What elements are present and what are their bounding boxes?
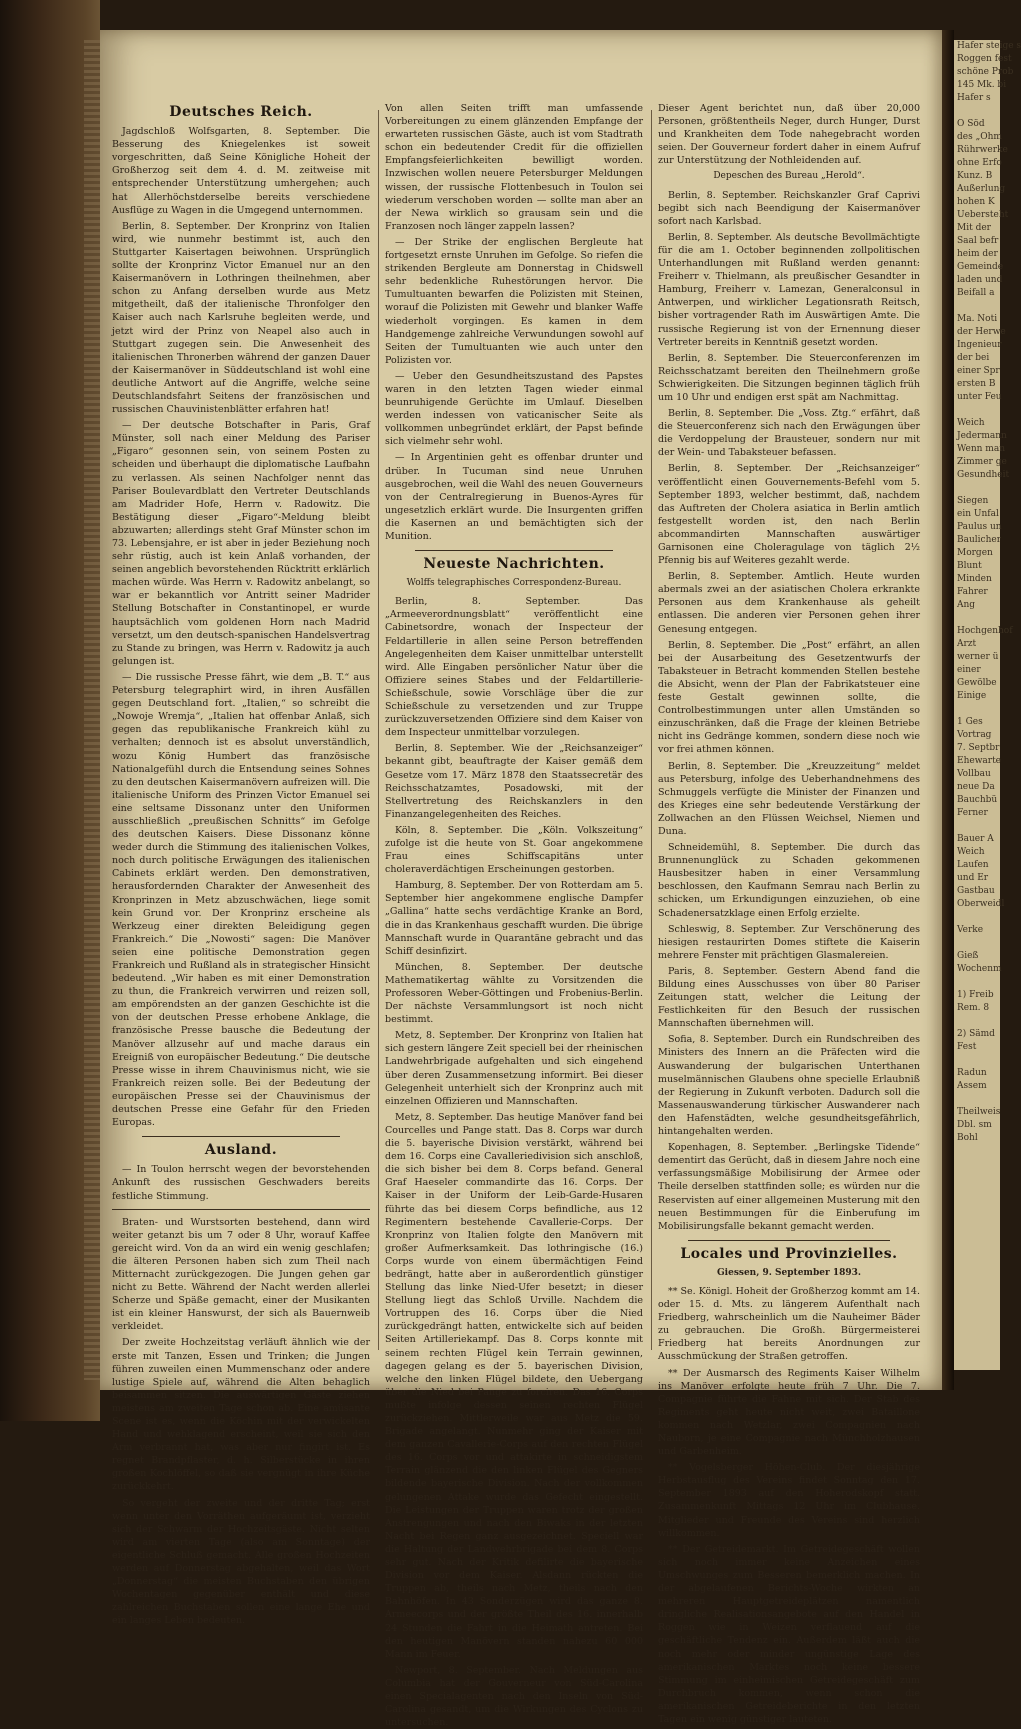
news-item: Berlin, 8. September. Amtlich. Heute wurden abermals zwei an der asiatischen Cholera erkrankte Personen aus dem Krankenhause als geheilt entlassen. Die anderen vier Personen gehen ihrer Genesung entgegen. bbox=[658, 571, 920, 635]
adjacent-page-line: Zimmer ge bbox=[957, 457, 1007, 467]
adjacent-page-line: Rem. 8 bbox=[957, 1003, 990, 1013]
section-title-locales: Locales und Provinzielles. bbox=[680, 1245, 898, 1262]
news-item: Newport, 8. September. Nach Meldungen aus Columbia hat der Gouverneur von Süd-Carolina einen Specialagenten nach den Inseln von Süd-Carolina gesandt, um die Wirkungen des Cyclons zu untersuchen. bbox=[385, 1664, 643, 1729]
adjacent-page-line: und Er bbox=[957, 873, 989, 883]
adjacent-page-line: Blunt bbox=[957, 561, 982, 571]
article-paragraph: Berlin, 8. September. Der Kronprinz von Italien wird, wie nunmehr bestimmt ist, auch den Stuttgarter Kaisertagen beiwohnen. Ursprünglich sollte der Kronprinz Victor Emanuel nur an den Kaisermanövern in Lothringen theilnehmen, aber schon zu Anfang derselben wurde aus Metz mitgetheilt, daß der italienische Thronfolger den Kaiser auch nach Karlsruhe begleiten werde, und jetzt wird der Prinz von Neapel also auch in Stuttgart zugegen sein. Die Anwesenheit des italienischen Thronerben während der ganzen Dauer der Kaisermanöver in Süddeutschland ist wohl eine deutliche Antwort auf die Angriffe, welche seine Deutschlandsfahrt Seitens der französischen und russischen Chauvinistenblätter erfahren hat! bbox=[112, 220, 370, 416]
adjacent-page-line: Bauchbü bbox=[957, 795, 998, 805]
news-item: Berlin, 8. September. Die Steuerconferenzen im Reichsschatzamt bereiten den Theilnehmern große Schwierigkeiten. Die Sitzungen beginnen täglich früh um 10 Uhr und endigen erst spät am Nachmittag. bbox=[658, 352, 920, 403]
adjacent-page-line: Weich bbox=[957, 418, 985, 428]
paragraph-group bbox=[112, 125, 370, 1129]
column-3 bbox=[658, 102, 920, 1725]
adjacent-page-line: Ingenieur bbox=[957, 340, 1002, 350]
adjacent-page-line: Radun bbox=[957, 1068, 987, 1078]
adjacent-page-line: 7. Septbr bbox=[957, 743, 1000, 753]
newspaper-page bbox=[100, 30, 942, 1729]
adjacent-page-line: unter Feu bbox=[957, 392, 1002, 402]
adjacent-page-line: 145 Mk. bi bbox=[957, 80, 1007, 90]
news-item: München, 8. September. Der deutsche Mathematikertag wählte zu Vorsitzenden die Professoren Weber-Göttingen und Frobenius-Berlin. Der nächste Versammlungsort ist noch nicht bestimmt. bbox=[385, 961, 643, 1026]
adjacent-page-line: Baulicher bbox=[957, 535, 1001, 545]
section-divider bbox=[142, 1136, 340, 1137]
page-edges bbox=[84, 40, 100, 1380]
adjacent-page-line: Hafer steige s bbox=[957, 41, 1021, 51]
feuilleton-paragraph: Der zweite Hochzeitstag verläuft ähnlich wie der erste mit Tanzen, Essen und Trinken; die Jungen führen zuweilen einen Mummenschanz oder andere lustige Spiele auf, während die Alten behaglich beisammen sitzen. Die auswärtigen Gäste ziehen meistens am zweiten Tage schon ab. Eine amüsante Scene ist es, wenn die Köchin mit der verwickelten Hand und wehklagend erscheint, weil sie sich den Arm verbrannt hat, was aber nur fingirt ist. Es regnet Brandpflaster, d. h. Silberstücke in ihren großen Kochlöffel, so daß sie vergnügt in ihre Küche zurückkehrt. bbox=[112, 1337, 370, 1493]
local-item: ** Vogelsberger Höhen-Club. Der diesjährige Herbstausflug des Vereins findet Sonntag den 17. September 1893 auf den Hoherodskopf statt. Zusammenkunft Mittags 12 Uhr im Clubhause. Mitglieder und Freunde des Vereins sind herzlich willkommen. bbox=[658, 1462, 920, 1539]
local-item: ** Der Getreidemarkt. Im Getreidegeschäft wollen sich noch immer keine Anzeichen eines Umschwunges zum Besseren bemerklich machen. In der abgelaufenen Berichts-Woche wirkten an mehreren Hauptgetreideplätzen namentlich dringliche Realisationsangebote auf den Handel in Roggen wie in Weizen verflauend auf die geschäftliche Tendenz ein. Außerdem läßt auch die noch mehr oder minder ungünstige Lage des amerikanischen Marktes noch keine bessere Stimmung im einheimischen Getreidegeschäft zum Durchbruch kommen, wenn schon die amerikanischen Getreideberichte in den letzten Tagen ein wenig günstiger lauteten. bbox=[658, 1543, 920, 1725]
adjacent-page-line: Arzt bbox=[957, 639, 977, 649]
local-dateline: Giessen, 9. September 1893. bbox=[716, 1267, 862, 1278]
adjacent-page-line: Beifall a bbox=[957, 288, 995, 298]
news-item: Berlin, 8. September. Wie der „Reichsanzeiger“ bekannt gibt, beauftragte der Kaiser gemäß dem Gesetze vom 17. März 1878 den Staatssecretär des Reichsschatzamtes, Posadowski, mit der Stellvertretung des Reichskanzlers in den Finanzangelegenheiten des Reiches. bbox=[385, 743, 643, 820]
feuilleton-paragraph: So vergeht der zweite und der dritte Tag; erst wenn unter den Vorräthen aufgeräumt ist, verzieht sich der Schwarm der Hochzeitsgäste. Nicht selten wird am vierten Tage (also am Sonntage) der eigentliche Schluß gemacht. Alle großen Hochzeiten werden auf Donnerstag abgehalten, weil das Wort „Donnerstag“ die meisten Buchstaben den übrigen Wochentagen gegenüber enthält und diese zahlreichen Buchstaben sollen eine lange Ehe und ein langes Leben bedeuten. bbox=[112, 1497, 370, 1627]
news-item: Metz, 8. September. Der Kronprinz von Italien hat sich gestern längere Zeit speciell bei der rheinischen Landwehrbrigade aufgehalten und sich eingehend über deren Zusammensetzung informirt. Bei dieser Gelegenheit unterhielt sich der Kronprinz auch mit einzelnen Offizieren und Mannschaften. bbox=[385, 1030, 643, 1107]
adjacent-page-line bbox=[954, 105, 1000, 118]
news-item: Berlin, 8. September. Der „Reichsanzeiger“ veröffentlicht einen Gouvernements-Befehl vom 5. September 1893, welcher bestimmt, daß, nachdem das Auftreten der Cholera asiatica in Berlin amtlich festgestellt worden ist, den nach Berlin abcommandirten Mannschaften auswärtiger Garnisonen eine Choleragulage von täglich 2½ Pfennig bis auf Weiteres gezahlt werde. bbox=[658, 463, 920, 567]
adjacent-page-line: Minden bbox=[957, 574, 992, 584]
adjacent-page-line bbox=[954, 1015, 1000, 1028]
adjacent-page-line: Hochgenhof bbox=[957, 626, 1013, 636]
article-paragraph: — Der Strike der englischen Bergleute hat fortgesetzt ernste Unruhen im Gefolge. So riefen die strikenden Bergleute am Donnerstag in Chidswell sehr bedenkliche Ruhestörungen hervor. Die Tumultuanten bewarfen die Polizisten mit Steinen, worauf die Polizisten mit Gewehr und blanker Waffe wiederholt vorgingen. Es kamen in dem Handgemenge zahlreiche Verwundungen sowohl auf Seiten der Tumultuanten wie auch unter den Polizisten vor. bbox=[385, 236, 643, 366]
adjacent-page-line: Wenn man bbox=[957, 444, 1005, 454]
news-item: Schleswig, 8. September. Zur Verschönerung des hiesigen restaurirten Domes stiftete die Kaiserin mehrere Fenster mit prächtigen Glasmalereien. bbox=[658, 923, 920, 961]
adjacent-page-line: Fahrer bbox=[957, 587, 988, 597]
news-item: Berlin, 8. September. Die „Post“ erfährt, an allen bei der Ausarbeitung des Gesetzentwurfs der Tabaksteuer in Betracht kommenden Stellen bestehe die Absicht, wenn der Plan der Fabrikatsteuer eine feste Gestalt gewinnen sollte, die Controlbestimmungen unter allen Umständen so einzuschränken, daß die Frage der kleinen Betriebe nicht ins Gedränge kommen, sondern diese noch wie vor frei athmen können. bbox=[658, 639, 920, 756]
adjacent-page-line: laden und bbox=[957, 275, 1003, 285]
adjacent-page-line: Theilweis bbox=[957, 1107, 1001, 1117]
adjacent-page-line: Ma. Noti bbox=[957, 314, 998, 324]
news-item: Berlin, 8. September. Als deutsche Bevollmächtigte für die am 1. October beginnenden zollpolitischen Unterhandlungen mit Rußland werden genannt: Freiherr v. Thielmann, als preußischer Gesandter in Hamburg, Freiherr v. Lamezan, Generalconsul in Antwerpen, und wirklicher Legationsrath Reitsch, bisher vortragender Rath im Auswärtigen Amte. Die russische Regierung ist von der Ernennung dieser Vertreter bereits in Kenntniß gesetzt worden. bbox=[658, 231, 920, 348]
article-paragraph: — Die russische Presse fährt, wie dem „B. T.“ aus Petersburg telegraphirt wird, in ihren Ausfällen gegen Deutschland fort. „Italien,“ so schreibt die „Nowoje Wremja“, „Italien hat offenbar Anlaß, sich gegen das republikanische Frankreich kühl zu verhalten; dennoch ist es absolut unverständlich, wozu König Humbert das französische Nationalgefühl durch die Entsendung seines Sohnes zu den deutschen Kaisermanövern aufreizen will. Die italienische Uniform des Prinzen Victor Emanuel sei eine seltsame Dissonanz unter den Uniformen ausschließlich „preußischen Schnitts“ im Gefolge des deutschen Kaisers. Diese Dissonanz könne weder durch die Stimmung des italienischen Volkes, noch durch politische Erwägungen des italienischen Cabinets erklärt werden. Den demonstrativen, herausfordernden Charakter der Anwesenheit des Kronprinzen in Metz abzuschwächen, liege somit kein Grund vor. Der Kronprinz erscheine als Werkzeug einer direkten Beleidigung gegen Frankreich.“ Die „Nowosti“ sagen: Die Manöver seien eine politische Demonstration gegen Frankreich und Rußland als in strategischer Hinsicht bedeutend. „Wir haben es mit einer Demonstration zu thun, die Frankreich verwirren und reizen soll, am empörendsten an der ganzen Geschichte ist die von der deutschen Presse erhobene Anklage, die französische Presse bausche die Bedeutung der Manöver allzusehr auf und mache daraus ein Ereigniß von europäischer Bedeutung.“ Die deutsche Presse wisse in ihrem Chauvinismus nicht, wie sie Frankreich reizen solle. Bei der Bedeutung der europäischen Presse sei der Chauvinismus der deutschen Presse eine Gefahr für den Frieden Europas. bbox=[112, 671, 370, 1129]
adjacent-page-line: Gastbau bbox=[957, 886, 995, 896]
adjacent-page-line: Gesundheit bbox=[957, 470, 1010, 480]
news-agency-line: Wolffs telegraphisches Correspondenz-Bureau. bbox=[406, 578, 622, 589]
article-paragraph: Von allen Seiten trifft man umfassende Vorbereitungen zu einem glänzenden Empfange der erwarteten russischen Gäste, auch ist vom Stadtrath schon ein bedeutender Credit für die offiziellen Empfangsfeierlichkeiten bewilligt worden. Inzwischen wollen neuere Petersburger Meldungen wissen, der russische Flottenbesuch in Toulon sei wiederum verschoben worden — sollte man aber an der Newa wirklich so grausam sein und die Franzosen noch länger zappeln lassen? bbox=[385, 103, 643, 232]
adjacent-page-line: Wochenm bbox=[957, 964, 1002, 974]
feuilleton-divider bbox=[112, 1209, 370, 1210]
news-item: Berlin, 8. September. Die „Voss. Ztg.“ erfährt, daß die Steuerconferenz sich nach den Erwägungen über die Verdoppelung der Brausteuer, sondern nur mit der Wein- und Tabaksteuer befassen. bbox=[658, 408, 920, 459]
adjacent-page-line: Einige bbox=[957, 691, 987, 701]
news-item: Kopenhagen, 8. September. „Berlingske Tidende“ dementirt das Gerücht, daß in diesem Jahre noch eine verfassungsmäßige Mobilisirung der Armee oder Theile derselben stattfinden solle; es würden nur die Reservisten auf einer allgemeinen Musterung mit den neuen Bestimmungen für die Einberufung im Mobilisirungsfalle bekannt gemacht werden. bbox=[658, 1142, 920, 1232]
adjacent-page-line: Gieß bbox=[957, 951, 979, 961]
adjacent-page-line: ohne Erfo bbox=[957, 158, 1002, 168]
news-item: Sofia, 8. September. Durch ein Rundschreiben des Ministers des Innern an die Präfecten wird die Auswanderung der bulgarischen Unterthanen muselmännischen Glaubens ohne specielle Erlaubniß der Regierung in Zukunft verboten. Dadurch soll die Massenauswanderung türkischer Auswanderer nach den Hafenstädten, welche gesundheitsgefährlich, hintangehalten werden. bbox=[658, 1034, 920, 1138]
adjacent-page-line: Roggen fest bbox=[957, 54, 1012, 64]
section-title-deutsches-reich: Deutsches Reich. bbox=[169, 104, 313, 120]
gutter-shadow bbox=[942, 30, 954, 1390]
news-item: Berlin, 8. September. Das „Armeeverordnungsblatt“ veröffentlicht eine Cabinetsordre, wonach der Inspecteur der Feldartillerie in allen seine Person betreffenden Angelegenheiten dem Kaiser unmittelbar unterstellt wird. Alle Eingaben persönlicher Natur über die Offiziere seines Stabes und der Feldartillerie-Schießschule, sowie Vorschläge über die zur Schießschule zu versetzenden und zur Truppe zurückzuversetzenden Offiziere sind dem Kaiser von dem Inspecteur unmittelbar vorzulegen. bbox=[385, 596, 643, 739]
column-1 bbox=[112, 102, 370, 1627]
adjacent-page-line bbox=[954, 404, 1000, 417]
adjacent-page-line: Uebersteht bbox=[957, 210, 1009, 220]
adjacent-page-line: Ferner bbox=[957, 808, 988, 818]
adjacent-page-line: Gewölbe bbox=[957, 678, 997, 688]
adjacent-page-line: Morgen bbox=[957, 548, 993, 558]
adjacent-page-line: Dbl. sm bbox=[957, 1120, 992, 1130]
news-item: Dieser Agent berichtet nun, daß über 20,000 Personen, größtentheils Neger, durch Hunger, Durst und Krankheiten dem Tode nahegebracht worden seien. Der Gouverneur fordert daher in einem Aufruf zur Unterstützung der Nothleidenden auf. bbox=[658, 103, 920, 167]
adjacent-page-line: Außerlung bbox=[957, 184, 1006, 194]
news-item: Metz, 8. September. Das heutige Manöver fand bei Courcelles und Pange statt. Das 8. Corps war durch die 5. bayerische Division verstärkt, während bei dem 16. Corps eine Cavalleriedivision sich anschloß, die sich bisher bei dem 8. Corps befand. General Graf Haeseler commandirte das 16. Corps. Der Kaiser in der Uniform der Leib-Garde-Husaren führte das bei diesem Corps befindliche, aus 12 Regimentern bestehende Cavallerie-Corps. Der Kronprinz von Italien folgte den Manövern mit großer Aufmerksamkeit. Das lothringische (16.) Corps wurde von einem übermächtigen Feind bedrängt, hatte aber in außerordentlich günstiger Stellung das linke Nied-Ufer besetzt; in dieser Stellung liegt das Schloß Urville. Nachdem die Vortruppen des 16. Corps über die Nied zurückgedrängt hatten, entwickelte sich auf beiden Seiten Artilleriekampf. Das 8. Corps konnte mit seinem rechten Flügel kein Terrain gewinnen, dagegen gelang es der 5. bayerischen Division, welche den linken Flügel bildete, den Uebergang über die Nied bei Pange zu forciren. Das 16. Corps mußte infolge dessen seinen rechten Flügel zurückziehen. Mittlerweile war aus Metz die 59. Brigade angelangt. Nunmehr ging der Kaiser mit dem ganzen Cavallerie-Corps auf den rechten Flügel des 16. Corps vor und attakirte in schneidigstem Terrain glänzend die den linken Flügel des Gegners bildende bayerische Division. Nach der vollkommen gelungenen Attake wurde das Gefecht eingestellt. Die Leistungen der Truppen waren trotz der großen Anstrengungen und nach den Biwaks in der letzten Nacht bei Regen ganz ausgezeichnet. Speciell war die Haltung der Landwehrbrigade bei dem 8. Corps sehr gut. Nach der Kritik defilirte die bayerische Division vor dem Kaiser. Alsdann rückten die Truppen ab, theils nach Metz, theils nach den Bahnhöfen. In 43 Sonderzügen wird das ganze 8. Armeecorps und der größte Theil des 16. innerhalb 24 Stunden die Fahrt in die Heimath antreten. Bei den heutigen Manövern standen nahezu 60 000 Mann im Feuer. bbox=[385, 1111, 643, 1660]
adjacent-page-line bbox=[954, 1054, 1000, 1067]
article-paragraph: — In Toulon herrscht wegen der bevorstehenden Ankunft des russischen Geschwaders bereits festliche Stimmung. bbox=[112, 1164, 370, 1202]
adjacent-page-line: Assem bbox=[957, 1081, 987, 1091]
adjacent-page-line: 1) Freib bbox=[957, 990, 994, 1000]
adjacent-page-line: neue Da bbox=[957, 782, 995, 792]
adjacent-page-line: Bauer A bbox=[957, 834, 994, 844]
adjacent-page-line: Verke bbox=[957, 925, 984, 935]
section-divider bbox=[415, 550, 613, 551]
dispatch-heading: Depeschen des Bureau „Herold“. bbox=[713, 171, 865, 182]
adjacent-page-line: Vortrag bbox=[957, 730, 992, 740]
adjacent-page-line: heim der bbox=[957, 249, 998, 259]
adjacent-page-line: Ang bbox=[957, 600, 976, 610]
adjacent-page-line bbox=[954, 937, 1000, 950]
adjacent-page-line bbox=[954, 703, 1000, 716]
adjacent-page-line: der Herwe bbox=[957, 327, 1006, 337]
section-title-neueste-nachrichten: Neueste Nachrichten. bbox=[423, 556, 605, 573]
news-item: Paris, 8. September. Gestern Abend fand die Bildung eines Ausschusses von über 80 Pariser Zeitungen statt, welcher die Leitung der Festlichkeiten für den Besuch der russischen Mannschaften übernehmen will. bbox=[658, 965, 920, 1030]
adjacent-page-line: Fest bbox=[957, 1042, 977, 1052]
adjacent-page-line: Jedermann bbox=[957, 431, 1007, 441]
adjacent-page-line: Rührwerke bbox=[957, 145, 1008, 155]
article-paragraph: — In Argentinien geht es offenbar drunter und drüber. In Tucuman sind neue Unruhen ausgebrochen, weil die Wahl des neuen Gouverneurs von der Centralregierung in Buenos-Ayres für ungesetzlich erklärt wurde. Die Insurgenten griffen die Kasernen an und bemächtigten sich der Munition. bbox=[385, 452, 643, 542]
adjacent-page-line: Paulus un bbox=[957, 522, 1002, 532]
section-title-ausland: Ausland. bbox=[204, 1142, 278, 1159]
adjacent-page-line: O Söd bbox=[957, 119, 985, 129]
news-item: Hamburg, 8. September. Der von Rotterdam am 5. September hier angekommene englische Dampfer „Gallina“ hatte sechs verdächtige Kranke an Bord, die in das Krankenhaus geschafft wurden. Die übrige Mannschaft wurde in Quarantäne gebracht und das Schiff desinfizirt. bbox=[385, 880, 643, 957]
adjacent-page-line: Mit der bbox=[957, 223, 991, 233]
article-paragraph: Jagdschloß Wolfsgarten, 8. September. Die Besserung des Kniegelenkes ist soweit vorgeschritten, daß Seine Königliche Hoheit der Großherzog seit dem 4. d. M. zeitweise mit entsprechender Unterstützung umhergehen; auch hat Allerhöchstderselbe bereits verschiedene Ausflüge zu Wagen in die Umgegend unternommen. bbox=[112, 126, 370, 216]
news-item: Berlin, 8. September. Reichskanzler Graf Caprivi begibt sich nach Beendigung der Kaisermanöver sofort nach Karlsbad. bbox=[658, 189, 920, 227]
adjacent-page-line: Siegen bbox=[957, 496, 989, 506]
news-item: Berlin, 8. September. Die „Kreuzzeitung“ meldet aus Petersburg, infolge des Ueberhandnehmens des Schmuggels verfügte die Minister der Finanzen und des Krieges eine sehr bedeutende Verstärkung der Zollwachen an den Flüssen Weichsel, Niemen und Duna. bbox=[658, 760, 920, 837]
adjacent-page-line: einer bbox=[957, 665, 981, 675]
adjacent-page-line: ersten B bbox=[957, 379, 996, 389]
adjacent-page-fragment bbox=[954, 40, 1021, 1370]
adjacent-page-line bbox=[954, 1093, 1000, 1106]
news-item: Köln, 8. September. Die „Köln. Volkszeitung“ zufolge ist die heute von St. Goar angekommene Frau eines Schiffscapitäns unter choleraverdächtigen Erscheinungen gestorben. bbox=[385, 824, 643, 876]
adjacent-page-line bbox=[954, 612, 1000, 625]
adjacent-page-line: Saal befr bbox=[957, 236, 999, 246]
adjacent-page-line bbox=[954, 820, 1000, 833]
adjacent-page-line bbox=[954, 976, 1000, 989]
news-item: Schneidemühl, 8. September. Die durch das Brunnenunglück zu Schaden gekommenen Hausbesitzer haben in einer Versammlung beschlossen, den Kaufmann Semrau nach Berlin zu schicken, um Erkundigungen einzuziehen, ob eine Schadenersatzklage einen Erfolg erzielte. bbox=[658, 842, 920, 919]
adjacent-page-line: einer Spr bbox=[957, 366, 1000, 376]
adjacent-page-line: Vollbau bbox=[957, 769, 991, 779]
adjacent-page-line: 2) Sämd bbox=[957, 1029, 995, 1039]
column-divider bbox=[378, 110, 379, 1350]
adjacent-page-line: 1 Ges bbox=[957, 717, 983, 727]
adjacent-page-line: Oberweidl bbox=[957, 899, 1005, 909]
adjacent-page-line: ein Unfal bbox=[957, 509, 999, 519]
adjacent-page-line: Ehewarte bbox=[957, 756, 1002, 766]
adjacent-page-line: Weich bbox=[957, 847, 985, 857]
adjacent-page-line: Hafer s bbox=[957, 93, 991, 103]
local-item: ** Se. Königl. Hoheit der Großherzog kommt am 14. oder 15. d. Mts. zu längerem Aufenthalt nach Friedberg, wahrscheinlich um die Nauheimer Bäder zu gebrauchen. Die Großh. Bürgermeisterei Friedberg hat bereits Anordnungen zur Ausschmückung der Straßen getroffen. bbox=[658, 1285, 920, 1363]
adjacent-page-line bbox=[954, 482, 1000, 495]
adjacent-page-line: Bohl bbox=[957, 1133, 978, 1143]
feuilleton-paragraph: Braten- und Wurstsorten bestehend, dann wird weiter getanzt bis um 7 oder 8 Uhr, worauf Kaffee gereicht wird. Von da an wird ein wenig geschlafen; die älteren Personen haben sich zum Theil nach Mitternacht zurückgezogen. Die Jungen gehen gar nicht zu Bette. Während der Nacht werden allerlei Scherze und Späße gemacht, einer der Musikanten ist ein kleiner Hanswurst, der sich als Bauernweib verkleidet. bbox=[112, 1216, 370, 1333]
adjacent-page-line bbox=[954, 300, 1000, 313]
local-item: ** Der Ausmarsch des Regiments Kaiser Wilhelm ins Manöver erfolgte heute früh 7 Uhr. Die 7. Compagnie führte die Fahne mit sich. Der Stab des Regiments geht heute nicht weit, zwei Bataillone kommen nach Wetzlar, zwei Compagnien nach Nauborn, je eine Compagnie nach Münchholzhausen und Garbenheim. bbox=[658, 1367, 920, 1458]
adjacent-page-line: Gemeinde bbox=[957, 262, 1004, 272]
adjacent-page-line: werner ü bbox=[957, 652, 999, 662]
adjacent-page-line: Kunz. B bbox=[957, 171, 993, 181]
column-2 bbox=[385, 102, 643, 1729]
section-divider bbox=[688, 1240, 890, 1241]
adjacent-page-line: der bei bbox=[957, 353, 990, 363]
adjacent-page-line: des „Ohm bbox=[957, 132, 1002, 142]
adjacent-page-line: schöne Prob bbox=[957, 67, 1014, 77]
adjacent-page-line: hohen K bbox=[957, 197, 995, 207]
adjacent-page-line bbox=[954, 911, 1000, 924]
column-divider bbox=[651, 110, 652, 1350]
article-paragraph: — Der deutsche Botschafter in Paris, Graf Münster, soll nach einer Meldung des Pariser „Figaro“ gesonnen sein, von seinem Posten zu scheiden und überhaupt die diplomatische Laufbahn zu verlassen. Als seinen Nachfolger nennt das Pariser Boulevardblatt den Vertreter Deutschlands am Madrider Hofe, Herrn v. Radowitz. Die Bestätigung dieser „Figaro“-Meldung bleibt abzuwarten; allerdings steht Graf Münster schon im 73. Lebensjahre, er ist aber in jeder Beziehung noch sehr rüstig, auch ist kein Anlaß vorhanden, der seinen angeblich bevorstehenden Rücktritt erklärlich machen würde. Was Herrn v. Radowitz anbelangt, so war er bekanntlich vor Antritt seiner Madrider Stellung Botschafter in Constantinopel, er wurde hauptsächlich vom goldenen Horn nach Madrid versetzt, um den deutsch-spanischen Handelsvertrag zu Stande zu bringen, was Herrn v. Radowitz ja auch gelungen ist. bbox=[112, 420, 370, 667]
article-paragraph: — Ueber den Gesundheitszustand des Papstes waren in den letzten Tagen wieder einmal beunruhigende Gerüchte im Umlauf. Dieselben werden indessen von vaticanischer Seite als vollkommen unbegründet erklärt, der Papst befinde sich vielmehr sehr wohl. bbox=[385, 370, 643, 448]
adjacent-page-line: Laufen bbox=[957, 860, 989, 870]
